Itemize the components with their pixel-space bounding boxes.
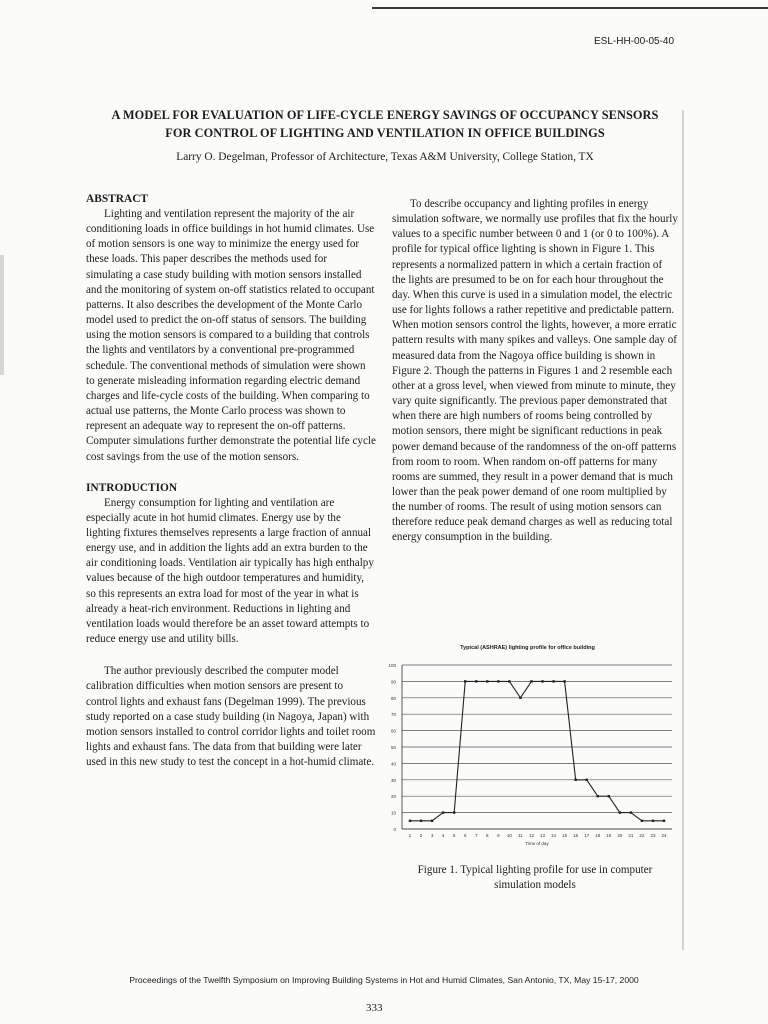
introduction-paragraph-2: The author previously described the computer model calibration difficulties when motion sensors are present to control lights and exhaust fans (Degelman 1999). The previous study reported on a case study building (in Nagoya, Japan) with motion sensors installed to control corridor lights and toilet room lights and exhaust fans. The data from that building were later used in this new study to test the concept in a hot-humid climate.	[86, 665, 376, 769]
y-tick-label: 0	[393, 827, 396, 832]
top-rule	[372, 7, 768, 9]
x-tick-label: 19	[606, 833, 612, 838]
y-tick-label: 50	[390, 745, 396, 750]
x-tick-label: 5	[452, 833, 456, 838]
x-tick-label: 3	[430, 833, 434, 838]
data-point	[563, 680, 565, 682]
data-point	[475, 680, 477, 682]
x-axis-label: Time of day	[525, 841, 549, 846]
x-tick-label: 14	[551, 833, 557, 838]
data-point	[464, 680, 466, 682]
y-tick-label: 100	[388, 663, 396, 668]
x-tick-label: 15	[562, 833, 568, 838]
lighting-profile-chart	[370, 657, 685, 857]
y-tick-label: 40	[390, 761, 396, 767]
data-point	[519, 697, 521, 699]
y-tick-label: 80	[390, 695, 396, 701]
data-point	[541, 680, 543, 682]
y-tick-label: 70	[390, 712, 396, 718]
x-tick-label: 6	[463, 833, 467, 838]
proceedings-footer: Proceedings of the Twelfth Symposium on Improving Building Systems in Hot and Humid Climates, San Antonio, TX, May 15-17, 2000	[129, 975, 639, 985]
data-point	[420, 820, 422, 822]
data-point	[663, 820, 665, 822]
y-tick-label: 90	[390, 679, 396, 685]
y-tick-label: 20	[390, 794, 396, 800]
title-line-1: A MODEL FOR EVALUATION OF LIFE-CYCLE ENERGY SAVINGS OF OCCUPANCY SENSORS	[111, 108, 659, 122]
series-line	[410, 681, 664, 820]
x-tick-label: 2	[419, 833, 423, 838]
introduction-heading: INTRODUCTION	[86, 481, 178, 494]
data-point	[597, 795, 599, 797]
figure-caption-line-1: Figure 1. Typical lighting profile for use in computer	[417, 864, 653, 876]
data-point	[453, 811, 455, 813]
page-number: 333	[366, 1002, 383, 1014]
x-tick-label: 18	[595, 833, 601, 838]
x-tick-label: 11	[518, 833, 523, 838]
x-tick-label: 24	[661, 833, 667, 838]
data-point	[619, 811, 621, 813]
figure-1	[370, 645, 685, 895]
abstract-heading: ABSTRACT	[86, 193, 149, 205]
paper-title	[60, 106, 710, 142]
y-tick-label: 30	[390, 777, 396, 783]
data-point	[552, 680, 554, 682]
data-point	[486, 680, 488, 682]
data-point	[497, 680, 499, 682]
data-point	[574, 779, 576, 781]
introduction-paragraph-1: Energy consumption for lighting and ventilation are especially acute in hot humid climates. Energy use by the lighting fixtures themselves represents a large fraction of annual energy use, and in addition the lights add an extra burden to the air conditioning loads. Ventilation air typically has high enthalpy values because of the high outdoor temperatures and humidity, so this represents an extra load for most of the year in what is already a heat-rich environment. Reductions in lighting and ventilation loads would therefore be an asset toward attempts to reduce energy use and utility bills.	[86, 496, 374, 646]
figure-caption	[390, 863, 680, 893]
data-point	[508, 680, 510, 682]
x-tick-label: 21	[628, 833, 634, 838]
chart-title: Typical (ASHRAE) lighting profile for office building	[460, 645, 595, 651]
author-line: Larry O. Degelman, Professor of Architecture, Texas A&M University, College Station, TX	[176, 151, 594, 163]
data-point	[530, 680, 532, 682]
x-tick-label: 23	[650, 833, 656, 838]
x-tick-label: 13	[540, 833, 546, 838]
data-point	[585, 779, 587, 781]
x-tick-label: 1	[408, 833, 412, 838]
x-tick-label: 7	[475, 833, 478, 838]
data-point	[630, 811, 632, 813]
x-tick-label: 8	[486, 833, 489, 838]
title-line-2: FOR CONTROL OF LIGHTING AND VENTILATION IN OFFICE BUILDINGS	[165, 126, 605, 140]
data-point	[641, 820, 643, 822]
x-tick-label: 16	[573, 833, 579, 838]
data-point	[442, 811, 444, 813]
left-column	[86, 192, 376, 770]
right-column	[392, 197, 678, 546]
y-tick-label: 60	[390, 728, 396, 734]
x-tick-label: 10	[506, 833, 512, 838]
x-tick-label: 9	[497, 833, 500, 838]
y-tick-label: 10	[390, 810, 396, 816]
abstract-text: Lighting and ventilation represent the majority of the air conditioning loads in office buildings in hot humid climates. Use of motion sensors is one way to minimize the energy used for these loads. This paper describes the methods used for simulating a case study building with motion sensors installed and the monitoring of system on-off statistics related to occupant patterns. It also describes the development of the Monte Carlo model used to predict the on-off status of sensors. The building using the motion sensors is compared to a building that controls the lights and ventilators by a conventional pre-programmed schedule. The conventional methods of simulation were shown to generate misleading information regarding electric demand charges and life-cycle costs of the building. When comparing to actual use patterns, the Monte Carlo process was shown to represent an adequate way to represent the on-off patterns. Computer simulations further demonstrate the potential life cycle cost savings from the use of the motion sensors.	[86, 208, 376, 463]
introduction-paragraph-3: To describe occupancy and lighting profiles in energy simulation software, we normally use profiles that fix the hourly values to a specific number between 0 and 1 (or 0 to 100%). A profile for typical office lighting is shown in Figure 1. This represents a normalized pattern in which a certain fraction of the lights are presumed to be on for each hour throughout the day. When this curve is used in a simulation model, the electric use for lights follows a rather repetitive and predictable pattern. When motion sensors control the lights, however, a more erratic pattern results with many spikes and valleys. One sample day of measured data from the Nagoya office building is shown in Figure 2. Though the patterns in Figures 1 and 2 resemble each other at a gross level, when viewed from minute to minute, they vary quite significantly. The previous paper demonstrated that when there are high numbers of rooms being controlled by motion sensors, there might be significant reductions in peak power demand because of the randomness of the on-off patterns from room to room. When random on-off patterns for many rooms are summed, they result in a power demand that is much lower than the peak power demand of one room multiplied by the number of rooms. The result of using motion sensors can therefore reduce peak demand charges as well as reducing total energy consumption in the building.	[392, 198, 678, 544]
x-tick-label: 12	[528, 833, 534, 838]
data-point	[409, 820, 411, 822]
figure-caption-line-2: simulation models	[494, 879, 576, 891]
data-point	[431, 820, 433, 822]
scan-edge-left	[0, 255, 4, 375]
data-point	[652, 820, 654, 822]
x-tick-label: 20	[617, 833, 623, 838]
x-tick-label: 4	[441, 833, 445, 838]
data-point	[608, 795, 610, 797]
x-tick-label: 17	[584, 833, 590, 838]
x-tick-label: 22	[639, 833, 645, 838]
report-id: ESL-HH-00-05-40	[594, 36, 675, 47]
